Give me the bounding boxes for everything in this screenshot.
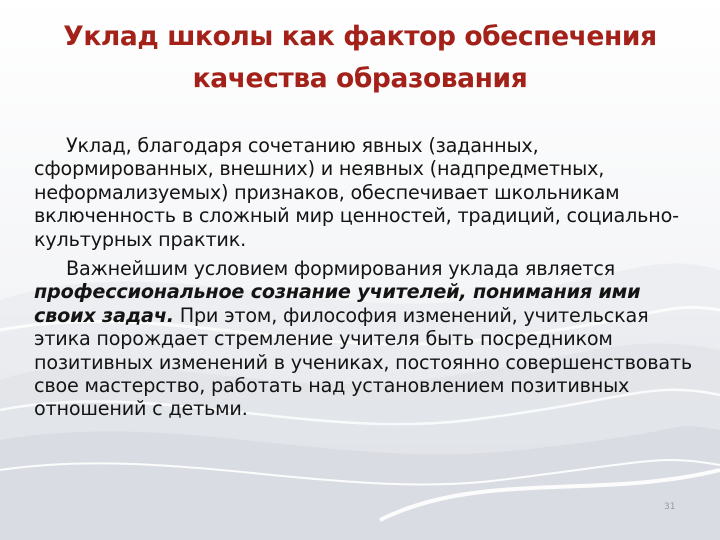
paragraph-2-emphasis: профессиональное сознание учителей, понимания ими своих задач. <box>34 280 641 327</box>
slide-body <box>34 134 694 427</box>
paragraph-1: Уклад, благодаря сочетанию явных (заданных, сформированных, внешних) и неявных (надпредметных, неформализуемых) признаков, обеспечивает школьникам включенность в сложный мир ценностей, традиций, социально-культурных практик. <box>34 134 679 251</box>
slide-title <box>20 16 700 100</box>
paragraph-2-end: При этом, философия изменений, учительская этика порождает стремление учителя быть посредником позитивных изменений в учениках, постоянно совершенствовать свое мастерство, работать над установлением позитивных отношений с детьми. <box>34 303 693 421</box>
paragraph-2-start: Важнейшим условием формирования уклада является <box>66 257 616 281</box>
title-line-2: качества образования <box>192 63 528 94</box>
slide-number: 31 <box>664 502 676 512</box>
title-line-1: Уклад школы как фактор обеспечения <box>63 21 657 52</box>
paragraph-2 <box>34 257 694 421</box>
